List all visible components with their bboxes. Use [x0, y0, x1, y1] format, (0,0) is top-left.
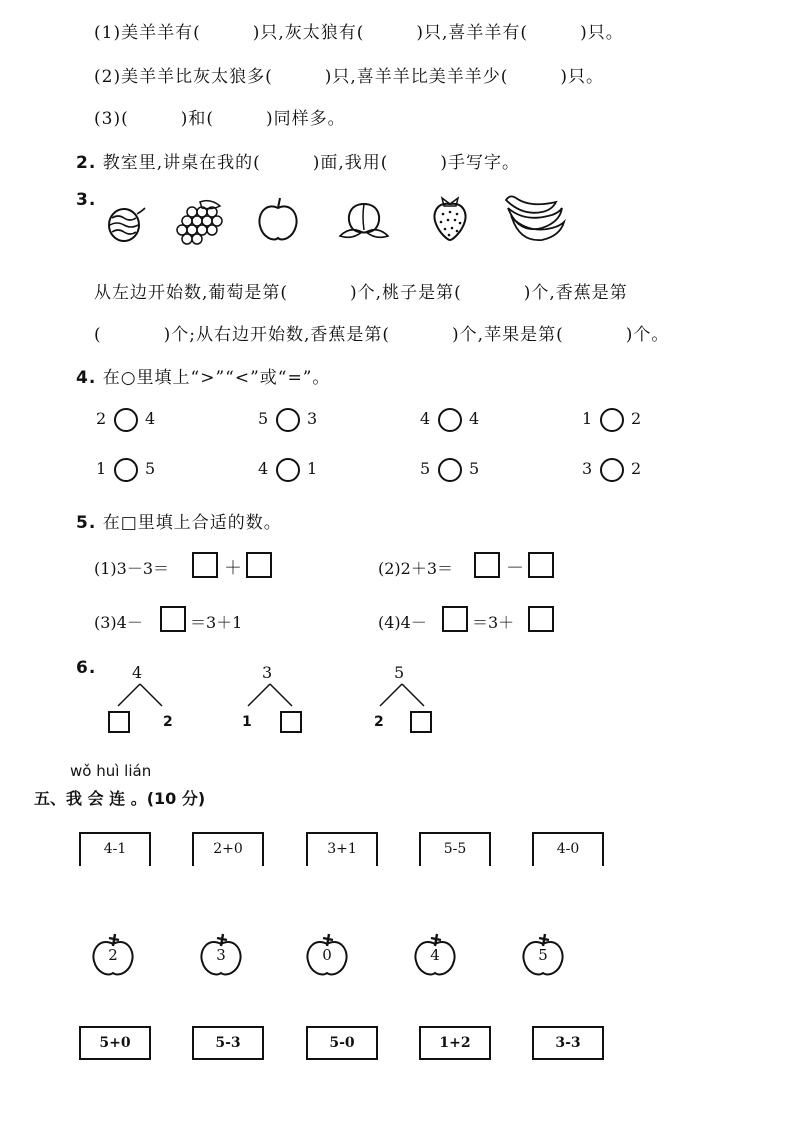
plus-sign: ＋: [224, 558, 242, 579]
compare-right-number: 1: [307, 459, 318, 478]
compare-circle[interactable]: [114, 408, 138, 432]
expression-card-top[interactable]: 4-0: [532, 832, 604, 866]
tree3-top: 5: [394, 663, 405, 682]
expression-card-top[interactable]: 2+0: [192, 832, 264, 866]
answer-box[interactable]: [280, 711, 302, 733]
answer-box[interactable]: [528, 552, 554, 578]
apple-number[interactable]: [196, 930, 246, 980]
apple-label: 5: [538, 946, 548, 964]
apple-label: 2: [108, 946, 118, 964]
q1-line1: (1)美羊羊有( )只,灰太狼有( )只,喜羊羊有( )只。: [94, 23, 624, 43]
compare-left-number: 1: [582, 409, 593, 428]
apple-label: 4: [430, 946, 440, 964]
compare-circle[interactable]: [276, 408, 300, 432]
answer-box[interactable]: [160, 606, 186, 632]
compare-right-number: 5: [145, 459, 156, 478]
section-pinyin: wǒ huì lián: [70, 762, 152, 780]
apple-number[interactable]: [518, 930, 568, 980]
minus-sign: －: [506, 558, 524, 579]
answer-box[interactable]: [246, 552, 272, 578]
compare-left-number: 2: [96, 409, 107, 428]
answer-box[interactable]: [108, 711, 130, 733]
tree1-right: 2: [163, 714, 173, 730]
watermelon-icon: [104, 200, 154, 246]
compare-circle[interactable]: [114, 458, 138, 482]
apple-number[interactable]: [410, 930, 460, 980]
grapes-icon: [172, 194, 232, 246]
split-lines: [242, 682, 298, 708]
compare-left-number: 5: [420, 459, 431, 478]
section-title: 五、我 会 连 。(10 分): [34, 789, 206, 808]
compare-left-number: 3: [582, 459, 593, 478]
apple-icon: [254, 196, 302, 244]
compare-right-number: 4: [145, 409, 156, 428]
compare-right-number: 3: [307, 409, 318, 428]
peach-icon: [334, 196, 394, 244]
apple-number[interactable]: [88, 930, 138, 980]
compare-circle[interactable]: [600, 408, 624, 432]
compare-right-number: 4: [469, 409, 480, 428]
compare-left-number: 5: [258, 409, 269, 428]
q6-number: 6.: [76, 658, 97, 678]
answer-box[interactable]: [528, 606, 554, 632]
compare-circle[interactable]: [276, 458, 300, 482]
answer-box[interactable]: [442, 606, 468, 632]
answer-box[interactable]: [410, 711, 432, 733]
compare-circle[interactable]: [600, 458, 624, 482]
q5-problem-4: (4)4－: [378, 613, 427, 632]
compare-right-number: 2: [631, 409, 642, 428]
q3-line2: ( )个;从右边开始数,香蕉是第( )个,苹果是第( )个。: [94, 325, 670, 345]
q1-line2: (2)美羊羊比灰太狼多( )只,喜羊羊比美羊羊少( )只。: [94, 67, 605, 87]
strawberry-icon: [428, 192, 472, 244]
q5-problem-3: (3)4－: [94, 613, 143, 632]
q4-heading: 4. 在○里填上“>”“<”或“=”。: [76, 368, 331, 388]
tree3-left: 2: [374, 714, 384, 730]
compare-left-number: 4: [420, 409, 431, 428]
q3-line1: 从左边开始数,葡萄是第( )个,桃子是第( )个,香蕉是第: [94, 283, 628, 303]
tree2-left: 1: [242, 714, 252, 730]
q2: 2. 教室里,讲桌在我的( )面,我用( )手写字。: [76, 153, 521, 173]
apple-label: 0: [322, 946, 332, 964]
compare-left-number: 1: [96, 459, 107, 478]
apple-number[interactable]: [302, 930, 352, 980]
expression-card-bottom[interactable]: 1+2: [419, 1026, 491, 1060]
q5-problem-1: (1)3－3＝: [94, 559, 170, 578]
compare-right-number: 5: [469, 459, 480, 478]
q3-number: 3.: [76, 190, 97, 210]
tree1-top: 4: [132, 663, 143, 682]
tree2-top: 3: [262, 663, 273, 682]
compare-circle[interactable]: [438, 408, 462, 432]
q1-line3: (3)( )和( )同样多。: [94, 109, 346, 129]
expression-card-bottom[interactable]: 5-3: [192, 1026, 264, 1060]
compare-left-number: 4: [258, 459, 269, 478]
expression-card-bottom[interactable]: 5-0: [306, 1026, 378, 1060]
compare-right-number: 2: [631, 459, 642, 478]
expression-card-top[interactable]: 5-5: [419, 832, 491, 866]
answer-box[interactable]: [192, 552, 218, 578]
compare-circle[interactable]: [438, 458, 462, 482]
split-lines: [374, 682, 430, 708]
q5-problem-3-rhs: ＝3＋1: [190, 613, 243, 632]
expression-card-bottom[interactable]: 3-3: [532, 1026, 604, 1060]
banana-icon: [500, 190, 570, 246]
expression-card-bottom[interactable]: 5+0: [79, 1026, 151, 1060]
q5-heading: 5. 在□里填上合适的数。: [76, 513, 282, 533]
expression-card-top[interactable]: 4-1: [79, 832, 151, 866]
answer-box[interactable]: [474, 552, 500, 578]
expression-card-top[interactable]: 3+1: [306, 832, 378, 866]
split-lines: [112, 682, 168, 708]
q5-problem-2: (2)2＋3＝: [378, 559, 454, 578]
q5-problem-4-rhs: ＝3＋: [472, 613, 515, 632]
apple-label: 3: [216, 946, 226, 964]
